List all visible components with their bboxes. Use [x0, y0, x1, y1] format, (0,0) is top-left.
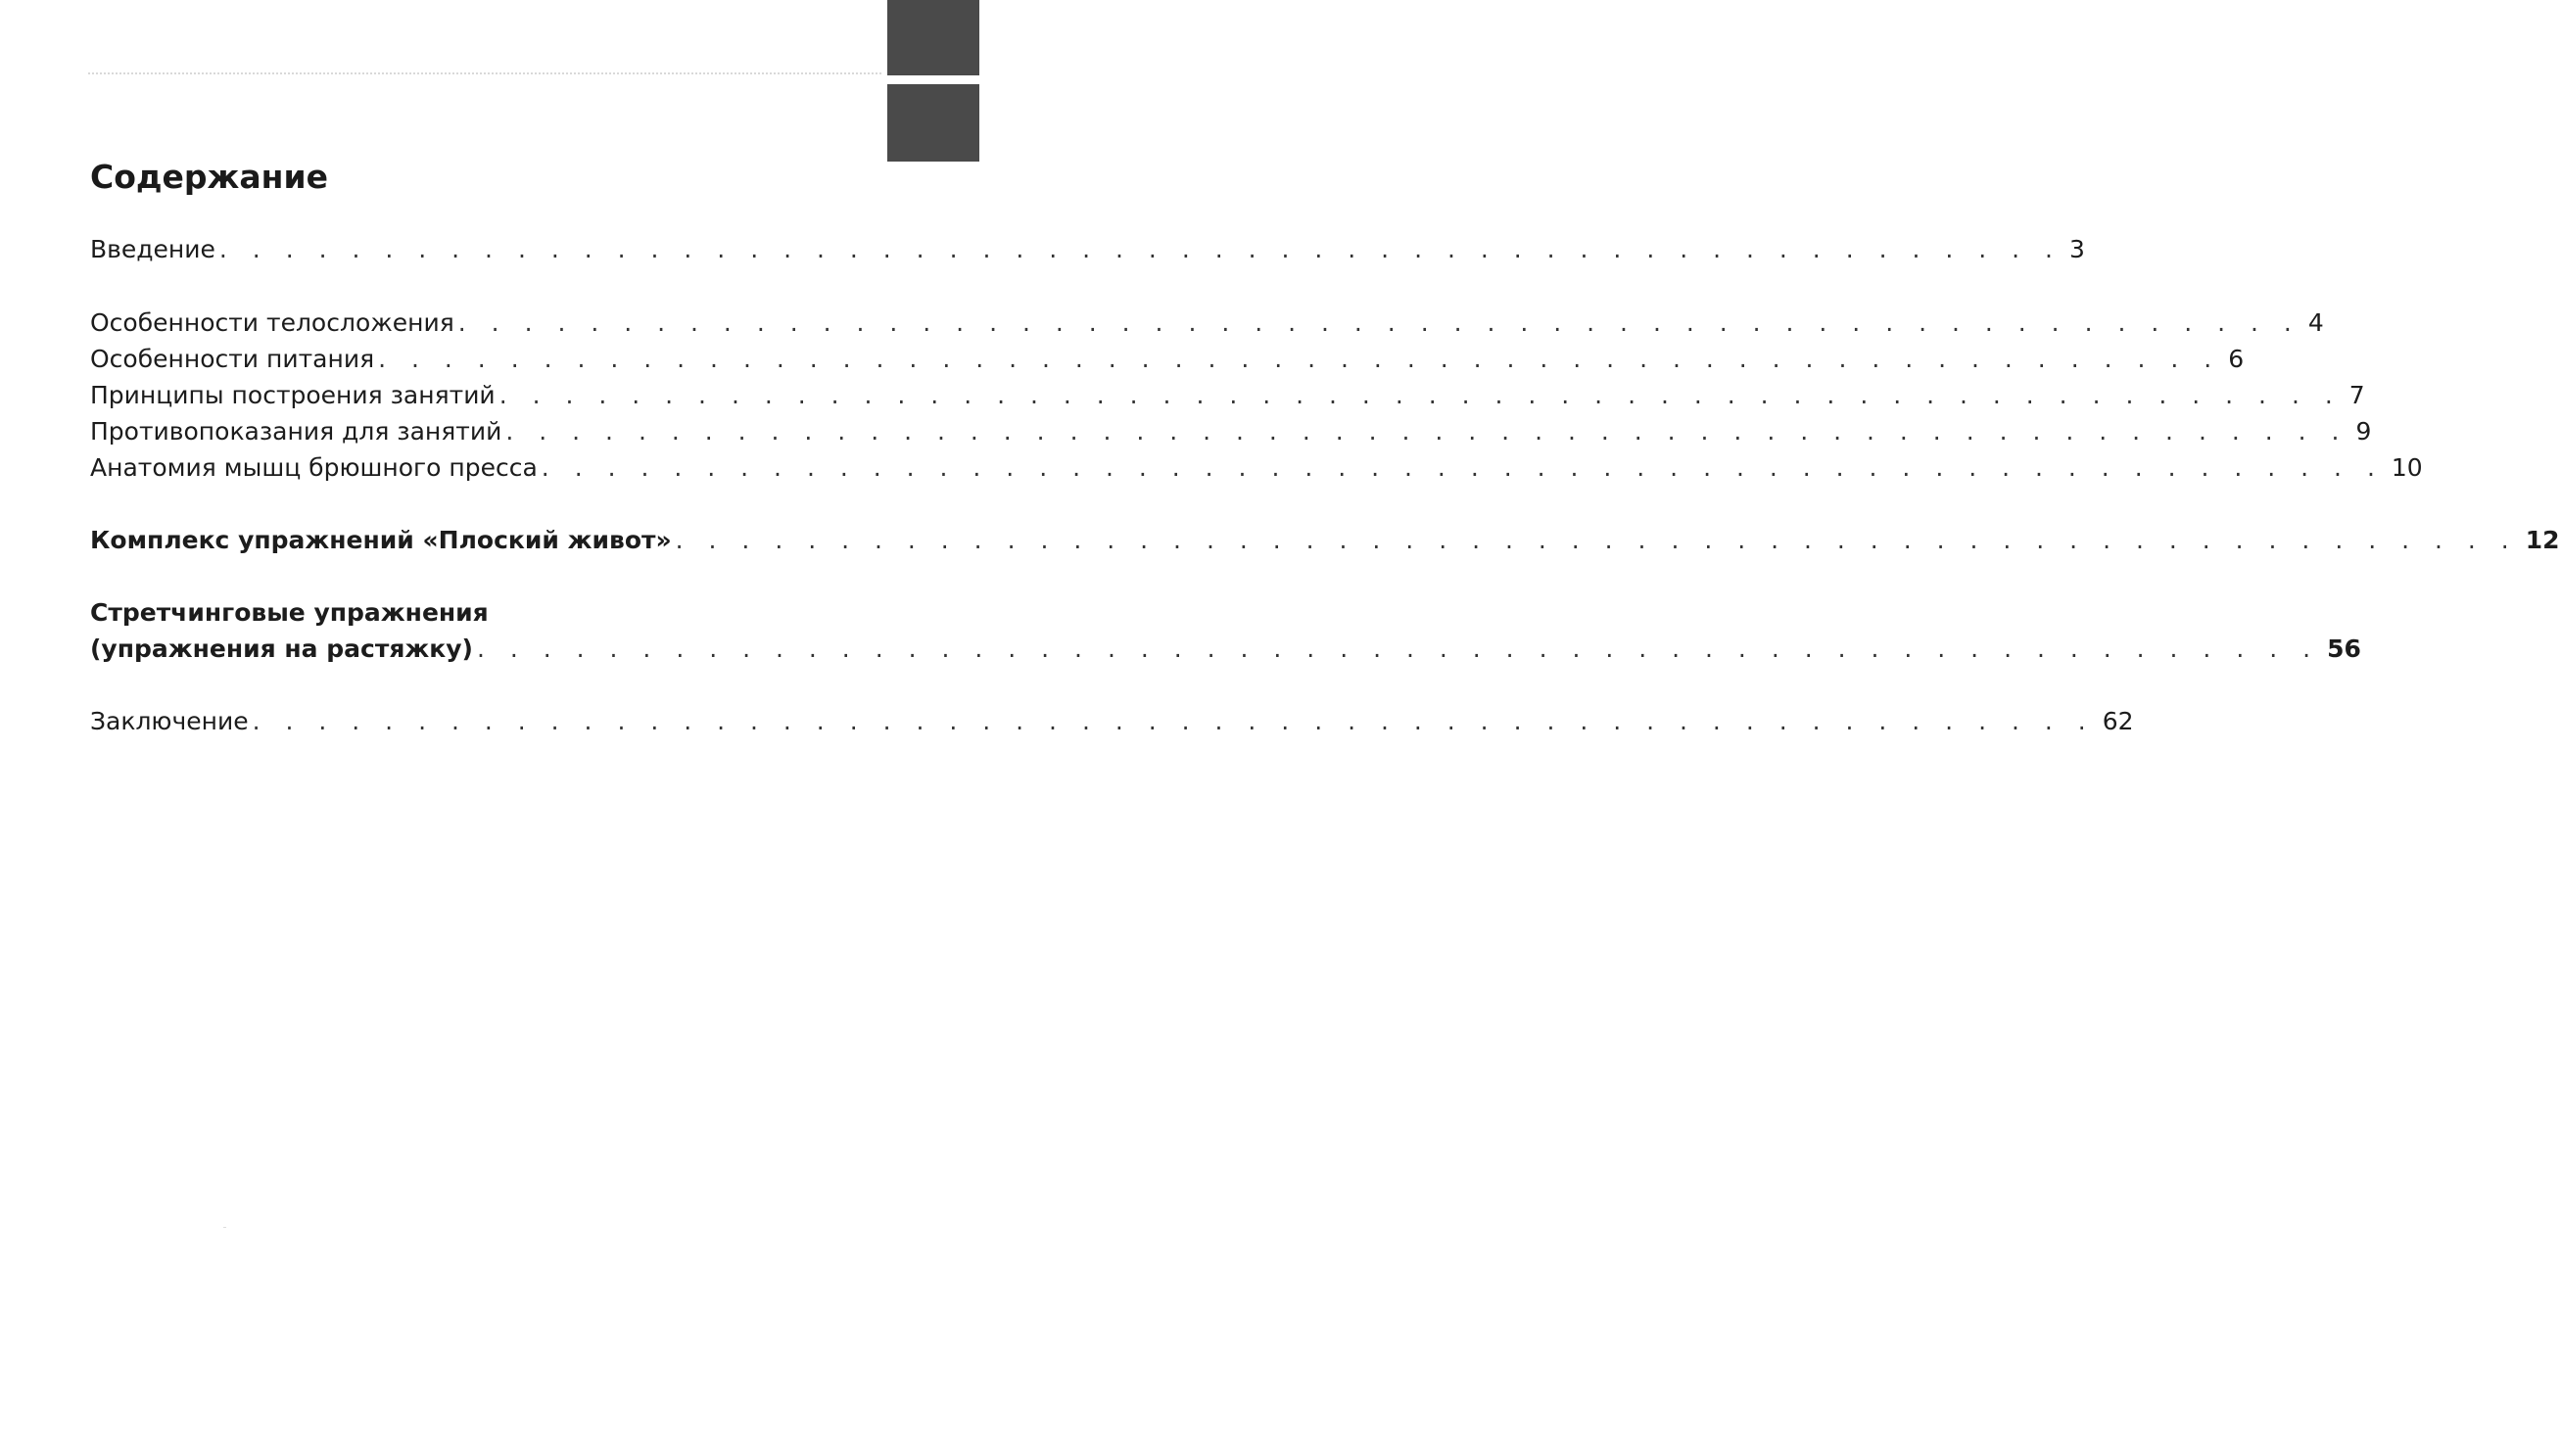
toc-entry-nutrition[interactable] [90, 341, 2245, 377]
toc-entry-stretching-line1[interactable]: Стретчинговые упражнения [90, 598, 489, 627]
toc-entry-flat-belly-complex[interactable] [90, 522, 2560, 558]
toc-entry-label: Комплекс упражнений «Плоский живот» [90, 526, 672, 554]
toc-entry-stretching[interactable] [90, 631, 2361, 667]
toc-entry-label: Противопоказания для занятий [90, 417, 502, 446]
toc-entry-contraindications[interactable] [90, 413, 2372, 449]
toc-page-number: 6 [2228, 345, 2245, 373]
toc-entry-label: Введение [90, 235, 215, 263]
toc-entry-label: (упражнения на растяжку) [90, 634, 473, 663]
toc-page-number: 10 [2391, 453, 2423, 482]
toc-dot-leader: . . . . . . . . . . . . . . . . . . . . . . . . . . . . . . . . . . . . . . . . . . . . . . . . . . . . . . . . [476, 634, 2320, 663]
tab-divider [887, 75, 979, 84]
toc-entry-label: Анатомия мышц брюшного пресса [90, 453, 538, 482]
toc-page-number: 62 [2102, 707, 2134, 735]
toc-entry-label: Заключение [90, 707, 249, 735]
toc-entry-label: Особенности питания [90, 345, 375, 373]
toc-entry-label: Принципы построения занятий [90, 381, 496, 409]
toc-entry-body-type[interactable] [90, 305, 2324, 341]
toc-dot-leader: . . . . . . . . . . . . . . . . . . . . . . . . . . . . . . . . . . . . . . . . . . . . . . . . . . . . . . . . [252, 707, 2095, 735]
toc-page-number: 12 [2525, 526, 2560, 554]
page-corner-tab [887, 0, 979, 162]
toc-dot-leader: . . . . . . . . . . . . . . . . . . . . . . . . . . . . . . . . . . . . . . . . . . . . . . . . . . . . . . . . [218, 235, 2062, 263]
toc-page-number: 7 [2348, 381, 2365, 409]
toc-entry-introduction[interactable] [90, 231, 2085, 267]
scan-artifact-line [88, 72, 881, 74]
toc-dot-leader: . . . . . . . . . . . . . . . . . . . . . . . . . . . . . . . . . . . . . . . . . . . . . . . . . . . . . . . . [378, 345, 2221, 373]
toc-page-number: 4 [2307, 308, 2324, 337]
scan-speck [223, 1227, 226, 1228]
toc-dot-leader: . . . . . . . . . . . . . . . . . . . . . . . . . . . . . . . . . . . . . . . . . . . . . . . . . . . . . . . . [541, 453, 2384, 482]
toc-dot-leader: . . . . . . . . . . . . . . . . . . . . . . . . . . . . . . . . . . . . . . . . . . . . . . . . . . . . . . . . [675, 526, 2518, 554]
toc-entry-abdominal-anatomy[interactable] [90, 449, 2423, 486]
toc-dot-leader: . . . . . . . . . . . . . . . . . . . . . . . . . . . . . . . . . . . . . . . . . . . . . . . . . . . . . . . . [457, 308, 2300, 337]
toc-entry-training-principles[interactable] [90, 377, 2365, 413]
toc-entry-conclusion[interactable] [90, 703, 2134, 739]
toc-dot-leader: . . . . . . . . . . . . . . . . . . . . . . . . . . . . . . . . . . . . . . . . . . . . . . . . . . . . . . . . [498, 381, 2342, 409]
toc-entry-label: Особенности телосложения [90, 308, 454, 337]
toc-title: Содержание [90, 158, 328, 196]
toc-page-number: 56 [2327, 634, 2361, 663]
toc-dot-leader: . . . . . . . . . . . . . . . . . . . . . . . . . . . . . . . . . . . . . . . . . . . . . . . . . . . . . . . . [505, 417, 2348, 446]
toc-page-number: 9 [2355, 417, 2372, 446]
toc-page-number: 3 [2069, 235, 2085, 263]
